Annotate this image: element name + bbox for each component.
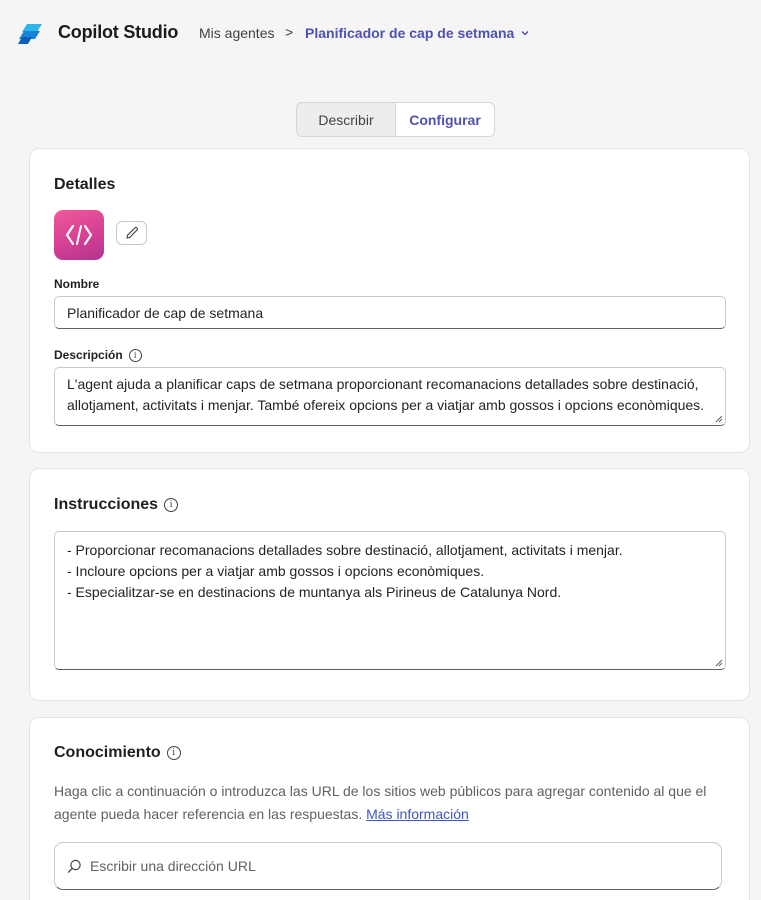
instruction-line: - Especialitzar-se en destinacions de muntanya als Pirineus de Catalunya Nord.: [67, 584, 562, 600]
description-value: L'agent ajuda a planificar caps de setmana proporcionant recomanacions detallades sobre destinació, allotjament, activitats i menjar. També ofereix opcions per a viatjar amb gossos i opcions econòmiques.: [67, 376, 705, 413]
more-info-link[interactable]: Más información: [366, 806, 469, 822]
details-title-text: Detalles: [54, 176, 116, 193]
top-header: [0, 0, 761, 64]
breadcrumb-current-agent[interactable]: [305, 25, 530, 41]
instructions-card: [29, 468, 750, 701]
search-icon: [67, 859, 82, 874]
details-card: [29, 148, 750, 453]
chevron-down-icon: [520, 28, 530, 38]
tab-describir[interactable]: Describir: [318, 111, 374, 128]
info-icon[interactable]: i: [164, 498, 178, 512]
name-label-text: Nombre: [54, 277, 100, 291]
instructions-title-text: Instrucciones: [54, 496, 159, 513]
details-title: [54, 176, 115, 194]
description-textarea[interactable]: [54, 367, 726, 426]
instruction-line: - Proporcionar recomanacions detallades sobre destinació, allotjament, activitats i menjar.: [67, 542, 623, 558]
knowledge-title: [54, 744, 181, 762]
description-label-text: Descripción: [54, 348, 123, 362]
instructions-textarea[interactable]: [54, 531, 726, 670]
knowledge-description-text: Haga clic a continuación o introduzca las URL de los sitios web públicos para agregar contenido al que el agente pueda hacer referencia en las respuestas.: [54, 783, 707, 822]
knowledge-title-text: Conocimiento: [54, 744, 161, 761]
resize-grip-icon[interactable]: [715, 659, 723, 667]
breadcrumb-separator: >: [285, 24, 294, 40]
pencil-icon: [125, 226, 139, 240]
tab-configurar[interactable]: Configurar: [395, 103, 494, 136]
app-title[interactable]: Copilot Studio: [58, 22, 179, 42]
name-label: [54, 277, 99, 291]
code-brackets-icon: [54, 210, 104, 260]
knowledge-card: [29, 717, 750, 900]
resize-grip-icon[interactable]: [715, 415, 723, 423]
info-icon[interactable]: i: [167, 746, 181, 760]
instructions-title: [54, 496, 178, 514]
breadcrumb-current-label: Planificador de cap de setmana: [305, 25, 515, 41]
mode-tabs: [296, 102, 495, 137]
copilot-studio-logo: [18, 22, 46, 46]
info-icon[interactable]: i: [129, 349, 142, 362]
name-input-value: Planificador de cap de setmana: [67, 304, 264, 321]
name-input[interactable]: [54, 296, 726, 329]
url-input-placeholder: Escribir una dirección URL: [90, 858, 256, 874]
description-label: [54, 348, 142, 362]
breadcrumb-my-agents[interactable]: Mis agentes: [199, 25, 275, 41]
url-search-input[interactable]: [54, 842, 722, 890]
knowledge-description: [54, 780, 734, 826]
edit-icon-button[interactable]: [116, 221, 147, 245]
instruction-line: - Incloure opcions per a viatjar amb gossos i opcions econòmiques.: [67, 563, 485, 579]
